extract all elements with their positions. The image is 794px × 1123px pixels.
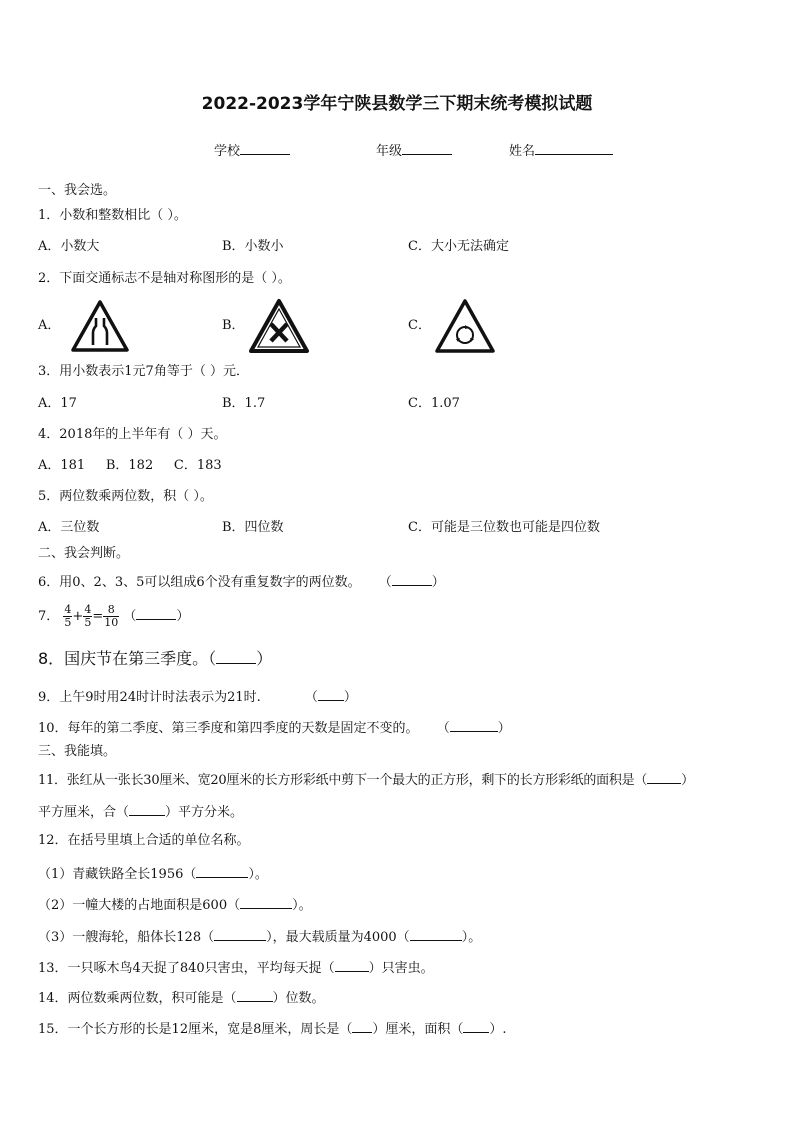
q1-option-c[interactable]: C．大小无法确定 [408, 239, 509, 254]
section-2-heading: 二、我会判断。 [38, 546, 130, 561]
q7-paren-l: （ [123, 609, 137, 624]
q12-p3-mid: ），最大载质量为4000（ [266, 930, 410, 945]
question-8 [38, 648, 272, 669]
q12-p1-close: ）。 [248, 867, 268, 882]
q12-p2-blank[interactable] [240, 895, 292, 909]
name-label: 姓名 [509, 144, 536, 159]
q2-option-b[interactable]: B． [222, 318, 245, 333]
q10-answer-blank[interactable] [450, 718, 498, 732]
q1-option-b[interactable]: B．小数小 [222, 239, 284, 254]
page-title: 2022-2023学年宁陕县数学三下期末统考模拟试题 [201, 94, 593, 114]
q7-paren-r: ） [176, 609, 190, 624]
road-narrows-sign-icon [70, 299, 130, 353]
question-11-line-2 [38, 802, 243, 821]
question-14 [38, 988, 325, 1007]
q7-label: 7． [38, 609, 60, 624]
question-4: 4．2018年的上半年有（ ）天。 [38, 427, 227, 442]
q3-option-b[interactable]: B．1.7 [222, 396, 266, 411]
q12-p1-blank[interactable] [196, 864, 248, 878]
q12-part-3 [38, 927, 481, 946]
q8-paren-r: ） [256, 649, 273, 668]
q13-answer-blank[interactable] [335, 958, 369, 972]
q1-option-a[interactable]: A．小数大 [38, 239, 100, 254]
q11-answer-blank-2[interactable] [129, 802, 165, 816]
name-field[interactable] [509, 141, 613, 160]
q15-text-end: ）. [489, 1022, 507, 1037]
q6-paren-l: （ [378, 575, 392, 590]
q12-part-1 [38, 864, 268, 883]
q12-p3-close: ）。 [461, 930, 482, 945]
q12-p3-text: （3）一艘海轮，船体长128（ [38, 930, 215, 945]
q7-fraction-3: $\frac{8}{10}$ [104, 603, 119, 629]
question-2: 2．下面交通标志不是轴对称图形的是（ ）。 [38, 271, 291, 286]
q7-fraction-1: $\frac{4}{5}$ [64, 603, 72, 629]
q10-paren-r: ） [497, 721, 511, 736]
q15-text-mid: ）厘米，面积（ [372, 1022, 464, 1037]
q8-text: 8．国庆节在第三季度。（ [38, 649, 217, 668]
q11-text: 11．张红从一张长30厘米、宽20厘米的长方形彩纸中剪下一个最大的正方形，剩下的长方形彩纸的面积是（ [38, 773, 648, 788]
question-1: 1．小数和整数相比（ ）。 [38, 208, 187, 223]
q15-answer-blank-1[interactable] [352, 1019, 372, 1033]
section-1-heading: 一、我会选。 [38, 183, 117, 198]
q14-answer-blank[interactable] [237, 988, 273, 1002]
question-15 [38, 1019, 507, 1038]
q11-answer-blank-1[interactable] [647, 770, 681, 784]
q11-text-2a: 平方厘米，合（ [38, 805, 130, 820]
q12-p3-blank-1[interactable] [214, 927, 266, 941]
q11-text-2b: ）平方分米。 [165, 805, 244, 820]
q2-option-c[interactable]: C． [408, 318, 431, 333]
section-3-heading: 三、我能填。 [38, 744, 117, 759]
q12-p2-text: （2）一幢大楼的占地面积是600（ [38, 898, 241, 913]
question-6 [38, 572, 445, 591]
q7-answer-blank[interactable] [136, 606, 176, 620]
q5-option-b[interactable]: B．四位数 [222, 520, 284, 535]
grade-label: 年级 [376, 144, 403, 159]
grade-blank[interactable] [402, 141, 452, 155]
q15-text: 15．一个长方形的长是12厘米，宽是8厘米，周长是（ [38, 1022, 353, 1037]
q12-p2-close: ）。 [292, 898, 312, 913]
q3-option-a[interactable]: A．17 [38, 396, 77, 411]
q14-text: 14．两位数乘两位数，积可能是（ [38, 991, 237, 1006]
roundabout-sign-icon [434, 298, 496, 354]
q10-paren-l: （ [436, 721, 450, 736]
q9-paren-l: （ [304, 690, 318, 705]
q7-plus: + [72, 609, 84, 624]
question-7 [38, 604, 189, 630]
q13-text-end: ）只害虫。 [368, 961, 434, 976]
q5-option-c[interactable]: C．可能是三位数也可能是四位数 [408, 520, 600, 535]
q7-equals: = [92, 609, 104, 624]
question-5: 5．两位数乘两位数，积（ ）。 [38, 489, 213, 504]
question-11-line-1 [38, 770, 694, 789]
q4-options[interactable]: A．181 B．182 C．183 [38, 458, 222, 473]
q15-answer-blank-2[interactable] [463, 1019, 489, 1033]
q13-text: 13．一只啄木鸟4天捉了840只害虫，平均每天捉（ [38, 961, 335, 976]
q10-text: 10．每年的第二季度、第三季度和第四季度的天数是固定不变的。 [38, 721, 419, 736]
name-blank[interactable] [535, 141, 613, 155]
q11-paren-r: ） [681, 773, 694, 788]
q6-answer-blank[interactable] [392, 572, 432, 586]
q9-text: 9．上午9时用24时计时法表示为21时. [38, 690, 261, 705]
q2-option-a[interactable]: A． [38, 318, 61, 333]
question-12: 12．在括号里填上合适的单位名称。 [38, 833, 250, 848]
x-crossing-sign-icon [248, 298, 310, 354]
q9-paren-r: ） [343, 690, 357, 705]
q6-text: 6．用0、2、3、5可以组成6个没有重复数字的两位数。 [38, 575, 361, 590]
school-field[interactable] [214, 141, 290, 160]
q8-answer-blank[interactable] [216, 648, 256, 664]
q14-text-end: ）位数。 [272, 991, 325, 1006]
q12-p1-text: （1）青藏铁路全长1956（ [38, 867, 197, 882]
question-10 [38, 718, 511, 737]
school-label: 学校 [214, 144, 241, 159]
q5-option-a[interactable]: A．三位数 [38, 520, 100, 535]
q3-option-c[interactable]: C．1.07 [408, 396, 460, 411]
question-13 [38, 958, 434, 977]
q12-part-2 [38, 895, 312, 914]
q6-paren-r: ） [431, 575, 445, 590]
school-blank[interactable] [240, 141, 290, 155]
q12-p3-blank-2[interactable] [410, 927, 462, 941]
grade-field[interactable] [376, 141, 452, 160]
q9-answer-blank[interactable] [318, 687, 344, 701]
question-3: 3．用小数表示1元7角等于（ ）元． [38, 364, 249, 379]
question-9 [38, 687, 357, 706]
q7-fraction-2: $\frac{4}{5}$ [84, 603, 92, 629]
